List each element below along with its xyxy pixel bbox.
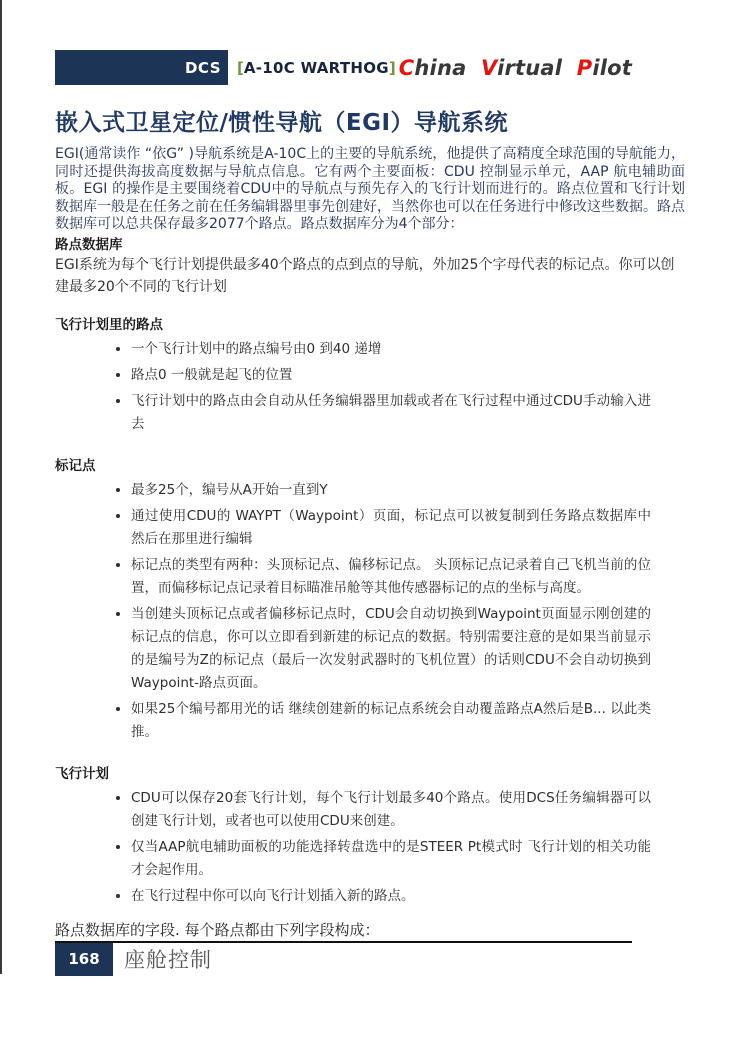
- dcs-badge: [55, 50, 228, 85]
- bullet-item: • 通过使用CDU的 WAYPT（Waypoint）页面，标记点可以被复制到任务路点数据库中然后在那里进行编辑: [131, 505, 651, 551]
- footer: [55, 941, 692, 1048]
- product-label: [237, 59, 396, 77]
- bullet-item: • 当创建头顶标记点或者偏移标记点时，CDU会自动切换到Waypoint页面显示刚创建的标记点的信息，你可以立即看到新建的标记点的数据。特别需要注意的是如果当前显示的是编号为Z的标记点（最后一次发射武器时的飞机位置）的话则CDU不会自动切换到Waypoint-路点页面。: [131, 603, 651, 695]
- brand-word-virtual: Virtual: [481, 55, 563, 80]
- product-open-bracket: [: [237, 58, 244, 77]
- bullet-list-flightplan: [55, 787, 692, 911]
- bullet-item: • 仅当AAP航电辅助面板的功能选择转盘选中的是STEER Pt模式时 飞行计划的相关功能才会起作用。: [131, 836, 651, 882]
- header-bar: [55, 50, 632, 85]
- product-close-bracket: ]: [388, 58, 396, 77]
- bullet-item: • 路点0 一般就是起飞的位置: [131, 364, 651, 387]
- chapter-title: 座舱控制: [124, 948, 212, 972]
- section-heading-markpoints: 标记点: [55, 457, 96, 474]
- section-heading-waypoint-database: 路点数据库: [55, 236, 123, 253]
- section-heading-flightplan: 飞行计划: [55, 765, 109, 782]
- page-number: 168: [68, 950, 100, 968]
- brand-logo: [399, 56, 632, 80]
- bullet-list-flightplan-waypoints: [55, 338, 692, 439]
- closing-line: 路点数据库的字段. 每个路点都由下列字段构成：: [55, 920, 380, 939]
- page-title: 嵌入式卫星定位/惯性导航（EGI）导航系统: [55, 110, 509, 136]
- bullet-list-markpoints: [55, 479, 692, 747]
- intro-paragraph: EGI(通常读作 “依G” )导航系统是A-10C上的主要的导航系统，他提供了高精度全球范围的导航能力，同时还提供海拔高度数据与导航点信息。它有两个主要面板：CDU 控制显示单元，AAP 航电辅助面板。EGI 的操作是主要围绕着CDU中的导航点与预先存入的飞行计划而进行的。路点位置和飞行计划数据库一般是在任务之前在任务编辑器里事先创建好，当然你也可以在任务进行中修改这些数据。路点数据库可以总共保存最多2077个路点。路点数据库分为4个部分：: [55, 146, 685, 232]
- bullet-item: • 在飞行过程中你可以向飞行计划插入新的路点。: [131, 885, 651, 908]
- bullet-item: • 标记点的类型有两种：头顶标记点、偏移标记点。 头顶标记点记录着自己飞机当前的位置，而偏移标记点记录着目标瞄准吊舱等其他传感器标记的点的坐标与高度。: [131, 554, 651, 600]
- page-number-badge: [55, 943, 113, 976]
- bullet-item: • 最多25个，编号从A开始一直到Y: [131, 479, 651, 502]
- section-paragraph-waypoint-database: EGI系统为每个飞行计划提供最多40个路点的点到点的导航，外加25个字母代表的标记点。你可以创建最多20个不同的飞行计划: [55, 256, 675, 295]
- page-left-border: [0, 0, 2, 974]
- brand-word-china: China: [398, 55, 467, 80]
- brand-word-pilot: Pilot: [576, 55, 632, 80]
- bullet-item: • 飞行计划中的路点由会自动从任务编辑器里加载或者在飞行过程中通过CDU手动输入进去: [131, 390, 651, 436]
- footer-row: [55, 943, 692, 976]
- section-heading-flightplan-waypoints: 飞行计划里的路点: [55, 316, 163, 333]
- dcs-label: DCS: [184, 58, 221, 77]
- product-name: A-10C WARTHOG: [243, 58, 389, 77]
- bullet-item: • 一个飞行计划中的路点编号由0 到40 递增: [131, 338, 651, 361]
- bullet-item: • 如果25个编号都用光的话 继续创建新的标记点系统会自动覆盖路点A然后是B... 以此类推。: [131, 698, 651, 744]
- bullet-item: • CDU可以保存20套飞行计划，每个飞行计划最多40个路点。使用DCS任务编辑器可以创建飞行计划，或者也可以使用CDU来创建。: [131, 787, 651, 833]
